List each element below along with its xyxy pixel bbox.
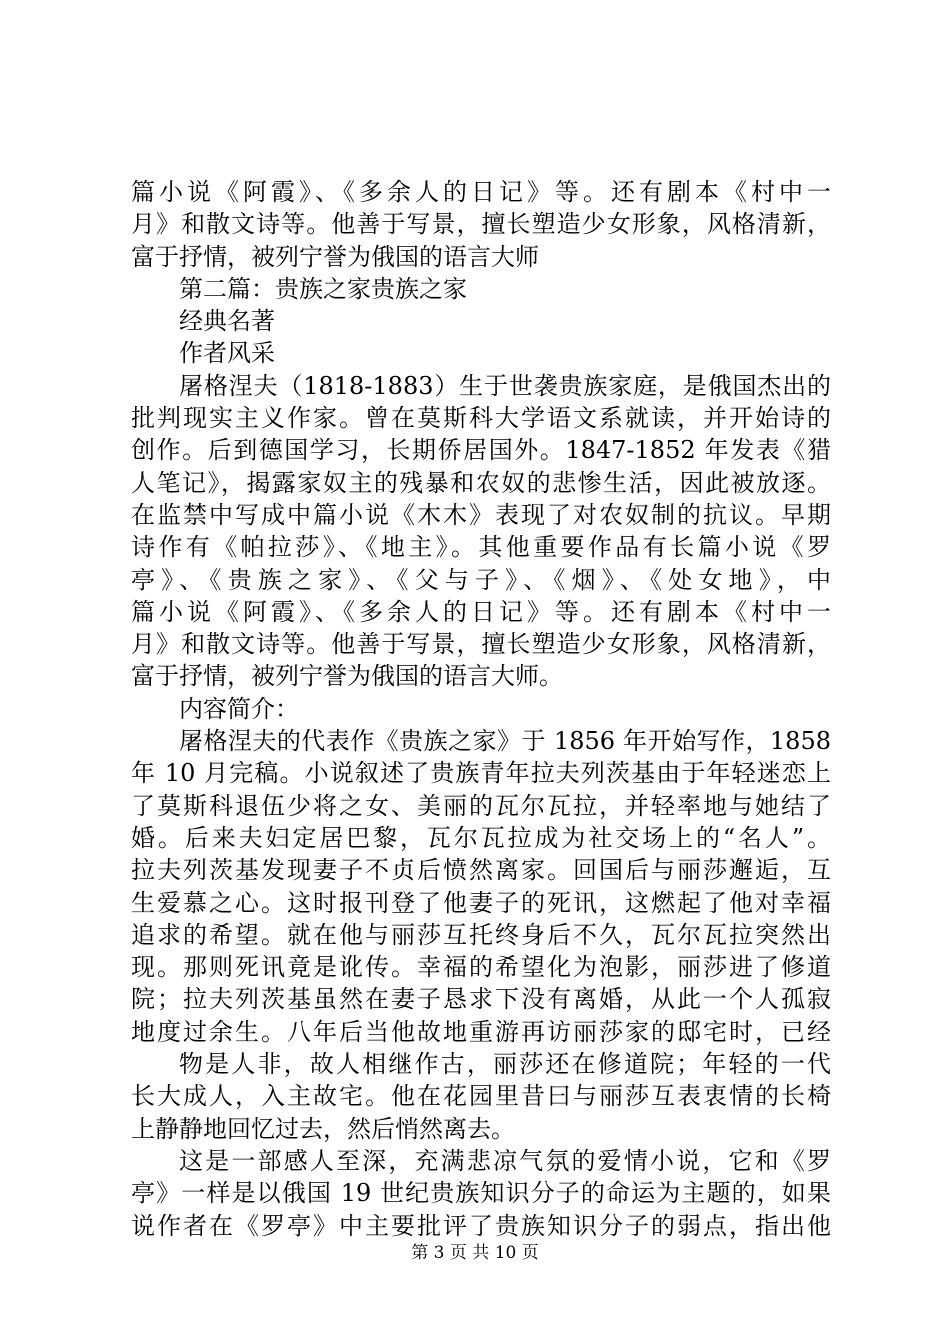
text-line: 创作。后到德国学习，长期侨居国外。1847-1852 年发表《猎 [131,436,831,465]
text-line: 月》和散文诗等。他善于写景，擅长塑造少女形象，风格清新， [131,210,831,239]
text-line: 拉夫列茨基发现妻子不贞后愤然离家。回国后与丽莎邂逅，互 [131,856,831,885]
text-line: 这是一部感人至深，充满悲凉气氛的爱情小说，它和《罗 [179,1146,831,1175]
text-line: 月》和散文诗等。他善于写景，擅长塑造少女形象，风格清新， [131,630,831,659]
document-body [131,176,831,1242]
text-line: 批判现实主义作家。曾在莫斯科大学语文系就读，并开始诗的 [131,404,831,433]
text-line: 婚。后来夫妇定居巴黎，瓦尔瓦拉成为社交场上的“名人”。 [131,823,831,852]
text-line: 富于抒情，被列宁誉为俄国的语言大师。 [131,662,563,691]
text-line: 年 10 月完稿。小说叙述了贵族青年拉夫列茨基由于年轻迷恋上 [131,759,831,788]
text-line: 了莫斯科退伍少将之女、美丽的瓦尔瓦拉，并轻率地与她结了 [131,791,831,820]
text-line: 物是人非，故人相继作古，丽莎还在修道院；年轻的一代 [179,1050,831,1079]
text-line: 人笔记》，揭露家奴主的残暴和农奴的悲惨生活，因此被放逐。 [131,468,831,497]
text-line: 篇小说《阿霞》、《多余人的日记》等。还有剧本《村中一 [131,597,831,626]
text-line: 亭》一样是以俄国 19 世纪贵族知识分子的命运为主题的，如果 [131,1179,831,1208]
text-line: 长大成人，入主故宅。他在花园里昔曰与丽莎互表衷情的长椅 [131,1082,831,1111]
text-line: 院；拉夫列茨基虽然在妻子恳求下没有离婚，从此一个人孤寂 [131,985,831,1014]
text-line: 生爱慕之心。这时报刊登了他妻子的死讯，这燃起了他对幸福 [131,888,831,917]
text-line: 经典名著 [179,307,275,336]
text-line: 地度过余生。八年后当他故地重游再访丽莎家的邸宅时，已经 [131,1017,831,1046]
text-line: 亭》、《贵族之家》、《父与子》、《烟》、《处女地》，中 [131,565,831,594]
text-line: 屠格涅夫（1818-1883）生于世袭贵族家庭，是俄国杰出的 [179,371,831,400]
text-line: 富于抒情，被列宁誉为俄国的语言大师 [131,242,539,271]
text-line: 篇小说《阿霞》、《多余人的日记》等。还有剧本《村中一 [131,178,831,206]
page-footer: 第 3 页 共 10 页 [411,1243,539,1263]
text-line: 在监禁中写成中篇小说《木木》表现了对农奴制的抗议。早期 [131,500,831,529]
text-line: 说作者在《罗亭》中主要批评了贵族知识分子的弱点，指出他 [131,1211,831,1240]
text-line: 现。那则死讯竟是讹传。幸福的希望化为泡影，丽莎进了修道 [131,953,831,982]
text-line: 上静静地回忆过去，然后悄然离去。 [131,1114,515,1143]
text-line: 屠格涅夫的代表作《贵族之家》于 1856 年开始写作，1858 [179,727,831,756]
text-line: 内容简介： [179,694,299,723]
text-line: 作者风采 [179,339,275,368]
text-line: 第二篇：贵族之家贵族之家 [179,274,467,303]
text-line: 诗作有《帕拉莎》、《地主》。其他重要作品有长篇小说《罗 [131,533,831,562]
text-line: 追求的希望。就在他与丽莎互托终身后不久，瓦尔瓦拉突然出 [131,920,831,949]
